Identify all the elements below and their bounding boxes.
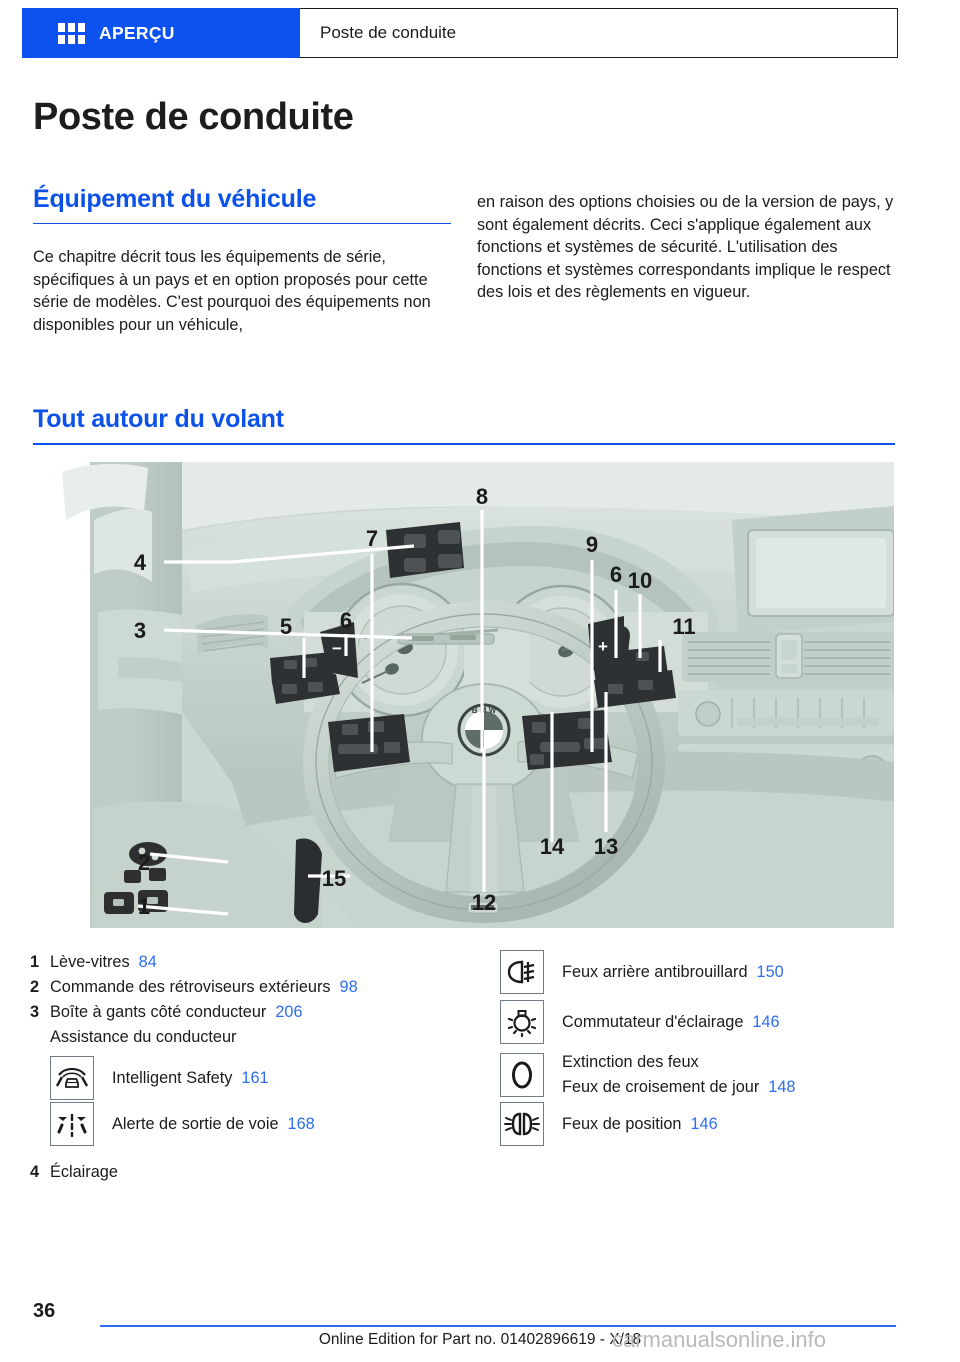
legend-page-ref[interactable]: 84: [138, 953, 157, 971]
header-tab-label: APERÇU: [99, 22, 175, 43]
legend-subitem-label: Alerte de sortie de voie: [112, 1115, 279, 1133]
watermark: carmanualsonline.info: [612, 1327, 827, 1352]
page-title: Poste de conduite: [33, 96, 354, 138]
svg-text:1: 1: [137, 894, 151, 919]
legend-label: Lève-vitres: [50, 953, 130, 971]
legend-item-lights-off: [500, 1050, 920, 1100]
legend-item-3: [30, 1000, 480, 1025]
legend-item-1: [30, 950, 480, 975]
legend-item-light-switch: [500, 1000, 920, 1044]
legend-subitem-label-wrap: [112, 1112, 315, 1136]
legend-page-ref[interactable]: 206: [275, 1003, 303, 1021]
legend-subitem-lane-departure: [30, 1102, 480, 1146]
svg-text:4: 4: [133, 550, 147, 575]
breadcrumb-label: Poste de conduite: [320, 23, 457, 42]
legend-item-label-secondary: [562, 1075, 795, 1100]
legend-item-label: Feux arrière antibrouillard: [562, 963, 748, 981]
legend-number: 1: [30, 953, 40, 971]
intro-left-column: [33, 185, 451, 336]
legend-item-2: [30, 975, 480, 1000]
svg-text:6: 6: [339, 608, 353, 633]
svg-text:5: 5: [279, 614, 293, 639]
intro-paragraph-left: Ce chapitre décrit tous les équipements de série, spécifiques à un pays et en option proposés pour cette série de modèles. C'est pourquoi des équipements non disponibles pour un véhicule,: [33, 248, 431, 334]
intro-right-column: [477, 191, 897, 304]
legend-page-ref[interactable]: 161: [241, 1069, 269, 1087]
intro-heading-rule: [33, 223, 451, 225]
svg-text:14: 14: [539, 834, 565, 859]
legend-page-ref[interactable]: 150: [756, 963, 784, 981]
header-tab-apercu[interactable]: [22, 8, 300, 58]
legend-item-label-2: Feux de croisement de jour: [562, 1078, 760, 1096]
legend-item-label-wrap: [562, 960, 784, 984]
svg-text:15: 15: [321, 866, 347, 891]
intro-paragraph-right: en raison des options choisies ou de la version de pays, y sont également décrits. Ceci s'applique également aux fonctions et systèmes de sécurité. L'utilisation des fonctions et systèmes correspondants implique le respect des lois et des règlements en vigueur.: [477, 193, 894, 302]
svg-text:+: +: [598, 637, 608, 656]
light-switch-icon: [500, 1000, 544, 1044]
driver-assistance-subtitle: Assistance du conducteur: [50, 1028, 237, 1046]
legend-page-ref[interactable]: 148: [768, 1078, 796, 1096]
legend-item-label-wrap: [562, 1112, 718, 1136]
svg-text:11: 11: [672, 614, 696, 639]
legend-subitem-label-wrap: [112, 1066, 269, 1090]
lane-departure-warning-icon: [50, 1102, 94, 1146]
svg-text:2: 2: [137, 850, 151, 875]
rear-fog-lamp-icon: [500, 950, 544, 994]
svg-text:12: 12: [471, 890, 497, 915]
section-header: [33, 405, 895, 445]
intelligent-safety-icon: [50, 1056, 94, 1100]
legend-item-label-wrap: [562, 1010, 780, 1034]
legend-item-label-wrap: [562, 1050, 795, 1100]
legend-number: 2: [30, 978, 40, 996]
legend-page-ref[interactable]: 168: [287, 1115, 315, 1133]
legend-subitem-label: Intelligent Safety: [112, 1069, 233, 1087]
intro-heading: Équipement du véhicule: [33, 185, 317, 213]
legend-subitem-intelligent-safety: [30, 1056, 480, 1100]
grid-icon: [58, 23, 85, 44]
legend-page-ref[interactable]: 146: [752, 1013, 780, 1031]
section-heading: Tout autour du volant: [33, 405, 284, 433]
page-header: [22, 8, 898, 58]
legend-item-label: Feux de position: [562, 1115, 682, 1133]
lights-off-icon: [500, 1053, 544, 1097]
legend-label: Éclairage: [50, 1163, 118, 1181]
svg-text:8: 8: [475, 484, 489, 509]
svg-text:−: −: [332, 639, 342, 658]
legend-item-label: Extinction des feux: [562, 1053, 699, 1071]
svg-text:7: 7: [365, 526, 379, 551]
svg-text:3: 3: [133, 618, 147, 643]
legend-number: 3: [30, 1003, 40, 1021]
legend-page-ref[interactable]: 98: [339, 978, 358, 996]
legend-right-column: [500, 950, 920, 1146]
footer-edition-note: Online Edition for Part no. 01402896619 - X/18: [318, 1331, 642, 1348]
page-number: 36: [33, 1300, 56, 1322]
svg-text:9: 9: [585, 532, 599, 557]
breadcrumb: [300, 8, 898, 58]
legend-item-label: Commutateur d'éclairage: [562, 1013, 744, 1031]
legend-label: Commande des rétroviseurs extérieurs: [50, 978, 331, 996]
legend-item-4: [30, 1160, 480, 1185]
svg-text:13: 13: [593, 834, 619, 859]
legend-item-rear-fog: [500, 950, 920, 994]
cockpit-illustration: [32, 462, 894, 928]
parking-lamp-icon: [500, 1102, 544, 1146]
svg-text:10: 10: [627, 568, 653, 593]
legend-number: 4: [30, 1163, 40, 1181]
legend-page-ref[interactable]: 146: [690, 1115, 718, 1133]
section-heading-rule: [33, 443, 895, 445]
svg-text:B M W: B M W: [471, 706, 497, 715]
legend-left-column: [30, 950, 480, 1185]
legend-label: Boîte à gants côté conducteur: [50, 1003, 267, 1021]
svg-text:6: 6: [609, 562, 623, 587]
legend-item-parking-lamp: [500, 1102, 920, 1146]
